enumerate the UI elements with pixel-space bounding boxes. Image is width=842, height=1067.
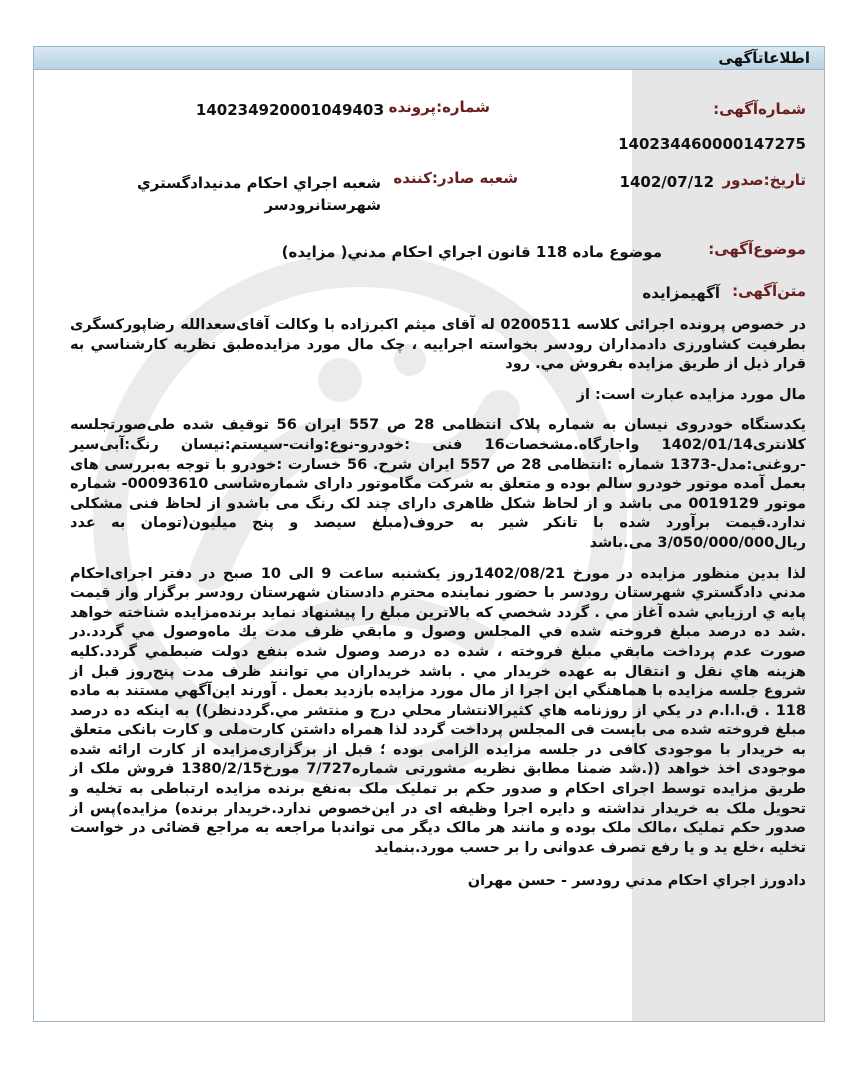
- subject-label: موضوع‌آگهی:: [708, 240, 806, 258]
- issue-date-value: 1402/07/12: [619, 173, 714, 191]
- branch-value-line2: شهرستانرودسر: [264, 196, 381, 214]
- case-number-value: 14023492000104940З: [195, 101, 384, 119]
- branch-label: شعبه صادر:کننده: [393, 169, 518, 187]
- text-value: آگهيمزايده: [642, 284, 720, 302]
- case-number-label: شماره:پرونده: [388, 98, 490, 116]
- body-paragraph-auction-terms: لذا بدین منظور مزایده در مورخ 1402/08/21روز یکشنبه ساعت 9 الی 10 صبح در دفتر اجرای‌احکام مدني دادگستري شهرستان رودسر با حضور نماينده محترم دادستان شهرستان رودسر برگزار واز قيمت پايه ي ارزيابي شده آغاز مي . گردد شخصي كه بالاترين مبلغ را پيشنهاد نمايد برنده‌مزايده شناخته خواهد .شد ده درصد مبلغ فروخته شده في المجلس وصول و مابقي ظرف مدت يك ماه‌وصول مي گردد.در صورت عدم پرداخت مابقي مبلغ فروخته ، شده ده درصد وصول شده بنفع دولت ضبطمي گردد.كليه هزينه هاي نقل و انتقال به عهده خريدار مي . باشد خريداران مي توانند ظرف مدت پنج‌روز قبل از شروع جلسه مزايده با هماهنگي اين اجرا از مال مورد مزايده بازديد بعمل . آورند اين‌آگهي مستند به ماده 118 . ق.ا.ا.م در يكي از روزنامه هاي كثيرالانتشار محلي درج و منتشر مي.گرددنظر)) به اینکه ده درصد مبلغ فروخته شده می بایست فی المجلس پرداخت گردد لذا همراه داشتن کارت‌ملی و کارت بانکی متعلق به خریدار با موجودی کافی در جلسه مزایده الزامی بوده ؛ قبل از برگزاری‌مزایده از کارت ارائه شده موجودی اخذ خواهد ((.شد ضمنا مطابق نظریه مشورتی شماره7/727 مورخ1380/2/15 فروش ملک از طریق مزایده توسط اجرای احکام و صدور حکم بر تملیک ملک به‌نفع برنده مزایده ارتباطی به تخلیه و تحویل ملک به خریدار نداشته و دایره اجرا وظیفه ای در این‌خصوص ندارد.خریدار برنده) مزایده)پس از صدور حکم تملیک ،مالک ملک بوده و مانند هر مالک دیگر می تواندبا مراجعه به مراجع قضائی در خواست تخلیه ،خلع ید و یا رفع تصرف عدوانی را بر حسب مورد.بنماید: [70, 565, 806, 856]
- ad-number-label: شماره‌آگهی:: [713, 100, 806, 118]
- body-paragraph-item-heading: مال مورد مزایده عبارت است: از: [576, 386, 806, 403]
- text-label: متن‌آگهی:: [732, 282, 806, 300]
- ad-number-value: 140234460000147275: [618, 135, 806, 153]
- issue-date-label: تاریخ:صدور: [722, 171, 806, 189]
- body-signature: دادورز اجراي احكام مدني رودسر - حسن مهران: [467, 873, 806, 890]
- body-paragraph-vehicle-details: یکدستگاه خودروی نیسان به شماره پلاک انتظامی 28 ص 557 ایران 56 توقیف شده طی‌صورتجلسه کلانتری1402/01/14 واجارگاه.مشخصات16 فنی :خودرو-نوع:وانت-سیستم:نیسان رنگ:آبی‌سیر -روغنی:مدل-1373 شماره :انتظامی 28 ص 557 ایران شرح. 56 خسارت :خودرو با توجه به‌بررسی های بعمل آمده موتور خودرو سالم بوده و متعلق به شرکت مگاموتور دارای شماره‌شاسی 00093610- شماره موتور 0019129 می باشد و از لحاظ شکل ظاهری دارای چند لک رنگ می باشدو از لحاظ فنی مشکلی ندارد.قیمت برآورد شده با تانکر شیر به حروف(مبلغ سیصد و پنج میلیون(تومان به عدد ریال3/050/000/000 می.باشد: [70, 417, 806, 551]
- subject-value: موضوع ماده 118 قانون اجراي احكام مدني( مزايده): [281, 243, 662, 261]
- panel-header: [34, 47, 824, 70]
- body-paragraph-intro: در خصوص پرونده اجرائی کلاسه 0200511 له آقای میثم اکبرزاده با وکالت آقای‌سعدالله رضاپورکسگری بطرفیت کشاورزی دادمداران رودسر بخواسته اجراییه ، چک مال مورد مزایده‌طبق نظریه کارشناسي به قرار ذيل از طريق مزايده بفروش مي. رود: [70, 317, 806, 373]
- announcement-body: [70, 316, 806, 892]
- panel-title: اطلاعاتآگهی: [718, 49, 810, 67]
- branch-value-line1: شعبه اجراي احكام مدنيدادگستري: [137, 174, 381, 192]
